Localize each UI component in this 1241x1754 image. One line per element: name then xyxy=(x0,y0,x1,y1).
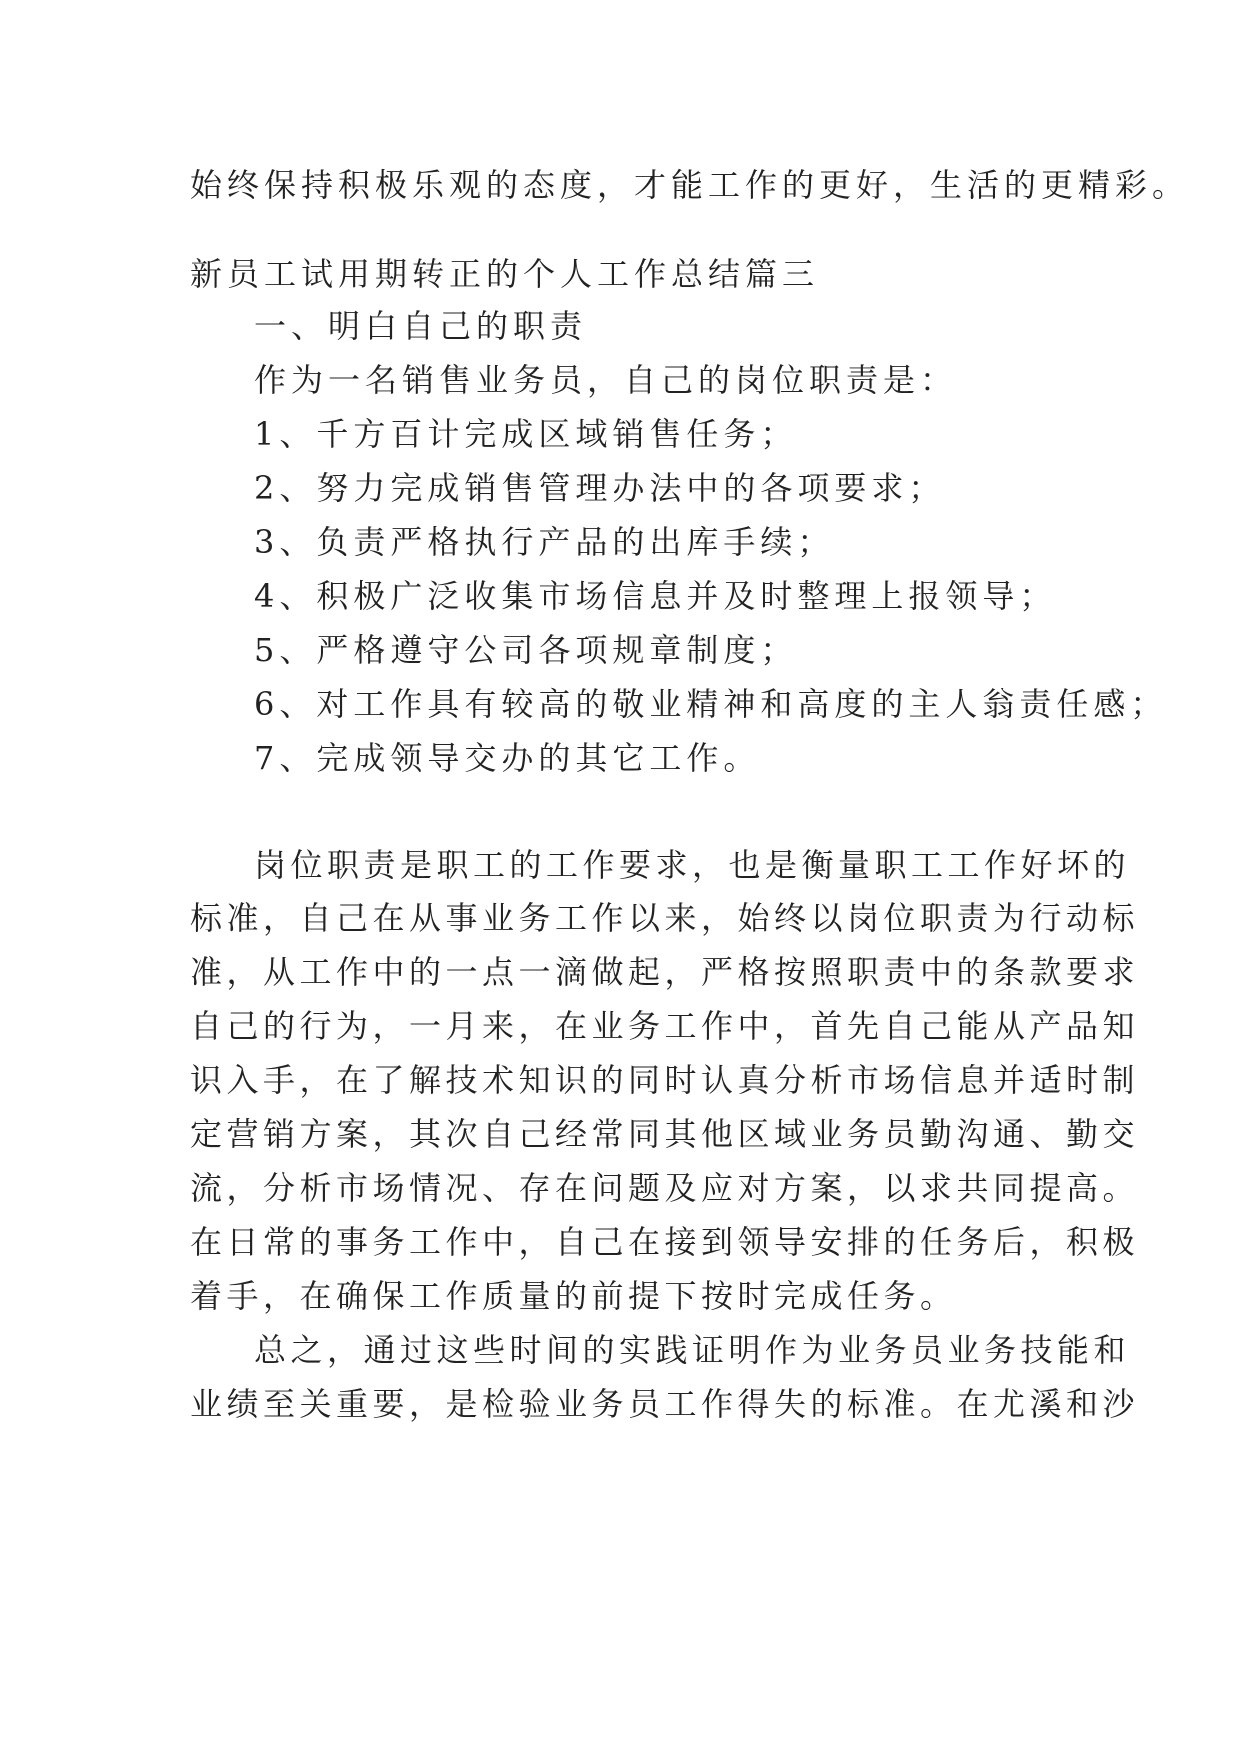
paragraph-line: 在日常的事务工作中，自己在接到领导安排的任务后，积极 xyxy=(190,1223,1140,1261)
paragraph-line: 岗位职责是职工的工作要求，也是衡量职工工作好坏的 xyxy=(254,846,1131,884)
paragraph-line: 业绩至关重要，是检验业务员工作得失的标准。在尤溪和沙 xyxy=(190,1385,1140,1423)
section-title: 新员工试用期转正的个人工作总结篇三 xyxy=(190,255,820,293)
duties-intro: 作为一名销售业务员，自己的岗位职责是： xyxy=(254,361,958,399)
list-item: 2、努力完成销售管理办法中的各项要求； xyxy=(254,469,946,507)
list-item: 4、积极广泛收集市场信息并及时整理上报领导； xyxy=(254,577,1057,615)
list-item: 1、千方百计完成区域销售任务； xyxy=(254,415,798,453)
paragraph-line: 流，分析市场情况、存在问题及应对方案，以求共同提高。 xyxy=(190,1169,1140,1207)
list-item: 3、负责严格执行产品的出库手续； xyxy=(254,523,835,561)
top-line: 始终保持积极乐观的态度，才能工作的更好，生活的更精彩。 xyxy=(190,166,1190,204)
list-item: 7、完成领导交办的其它工作。 xyxy=(254,739,761,777)
paragraph-line: 自己的行为，一月来，在业务工作中，首先自己能从产品知 xyxy=(190,1007,1140,1045)
paragraph-line: 着手，在确保工作质量的前提下按时完成任务。 xyxy=(190,1277,957,1315)
paragraph-line: 总之，通过这些时间的实践证明作为业务员业务技能和 xyxy=(254,1331,1131,1369)
paragraph-line: 识入手，在了解技术知识的同时认真分析市场信息并适时制 xyxy=(190,1061,1140,1099)
paragraph-line: 标准，自己在从事业务工作以来，始终以岗位职责为行动标 xyxy=(190,899,1140,937)
heading-duties: 一、明白自己的职责 xyxy=(254,307,588,345)
list-item: 6、对工作具有较高的敬业精神和高度的主人翁责任感； xyxy=(254,685,1168,723)
paragraph-line: 定营销方案，其次自己经常同其他区域业务员勤沟通、勤交 xyxy=(190,1115,1140,1153)
list-item: 5、严格遵守公司各项规章制度； xyxy=(254,631,798,669)
paragraph-line: 准，从工作中的一点一滴做起，严格按照职责中的条款要求 xyxy=(190,953,1140,991)
